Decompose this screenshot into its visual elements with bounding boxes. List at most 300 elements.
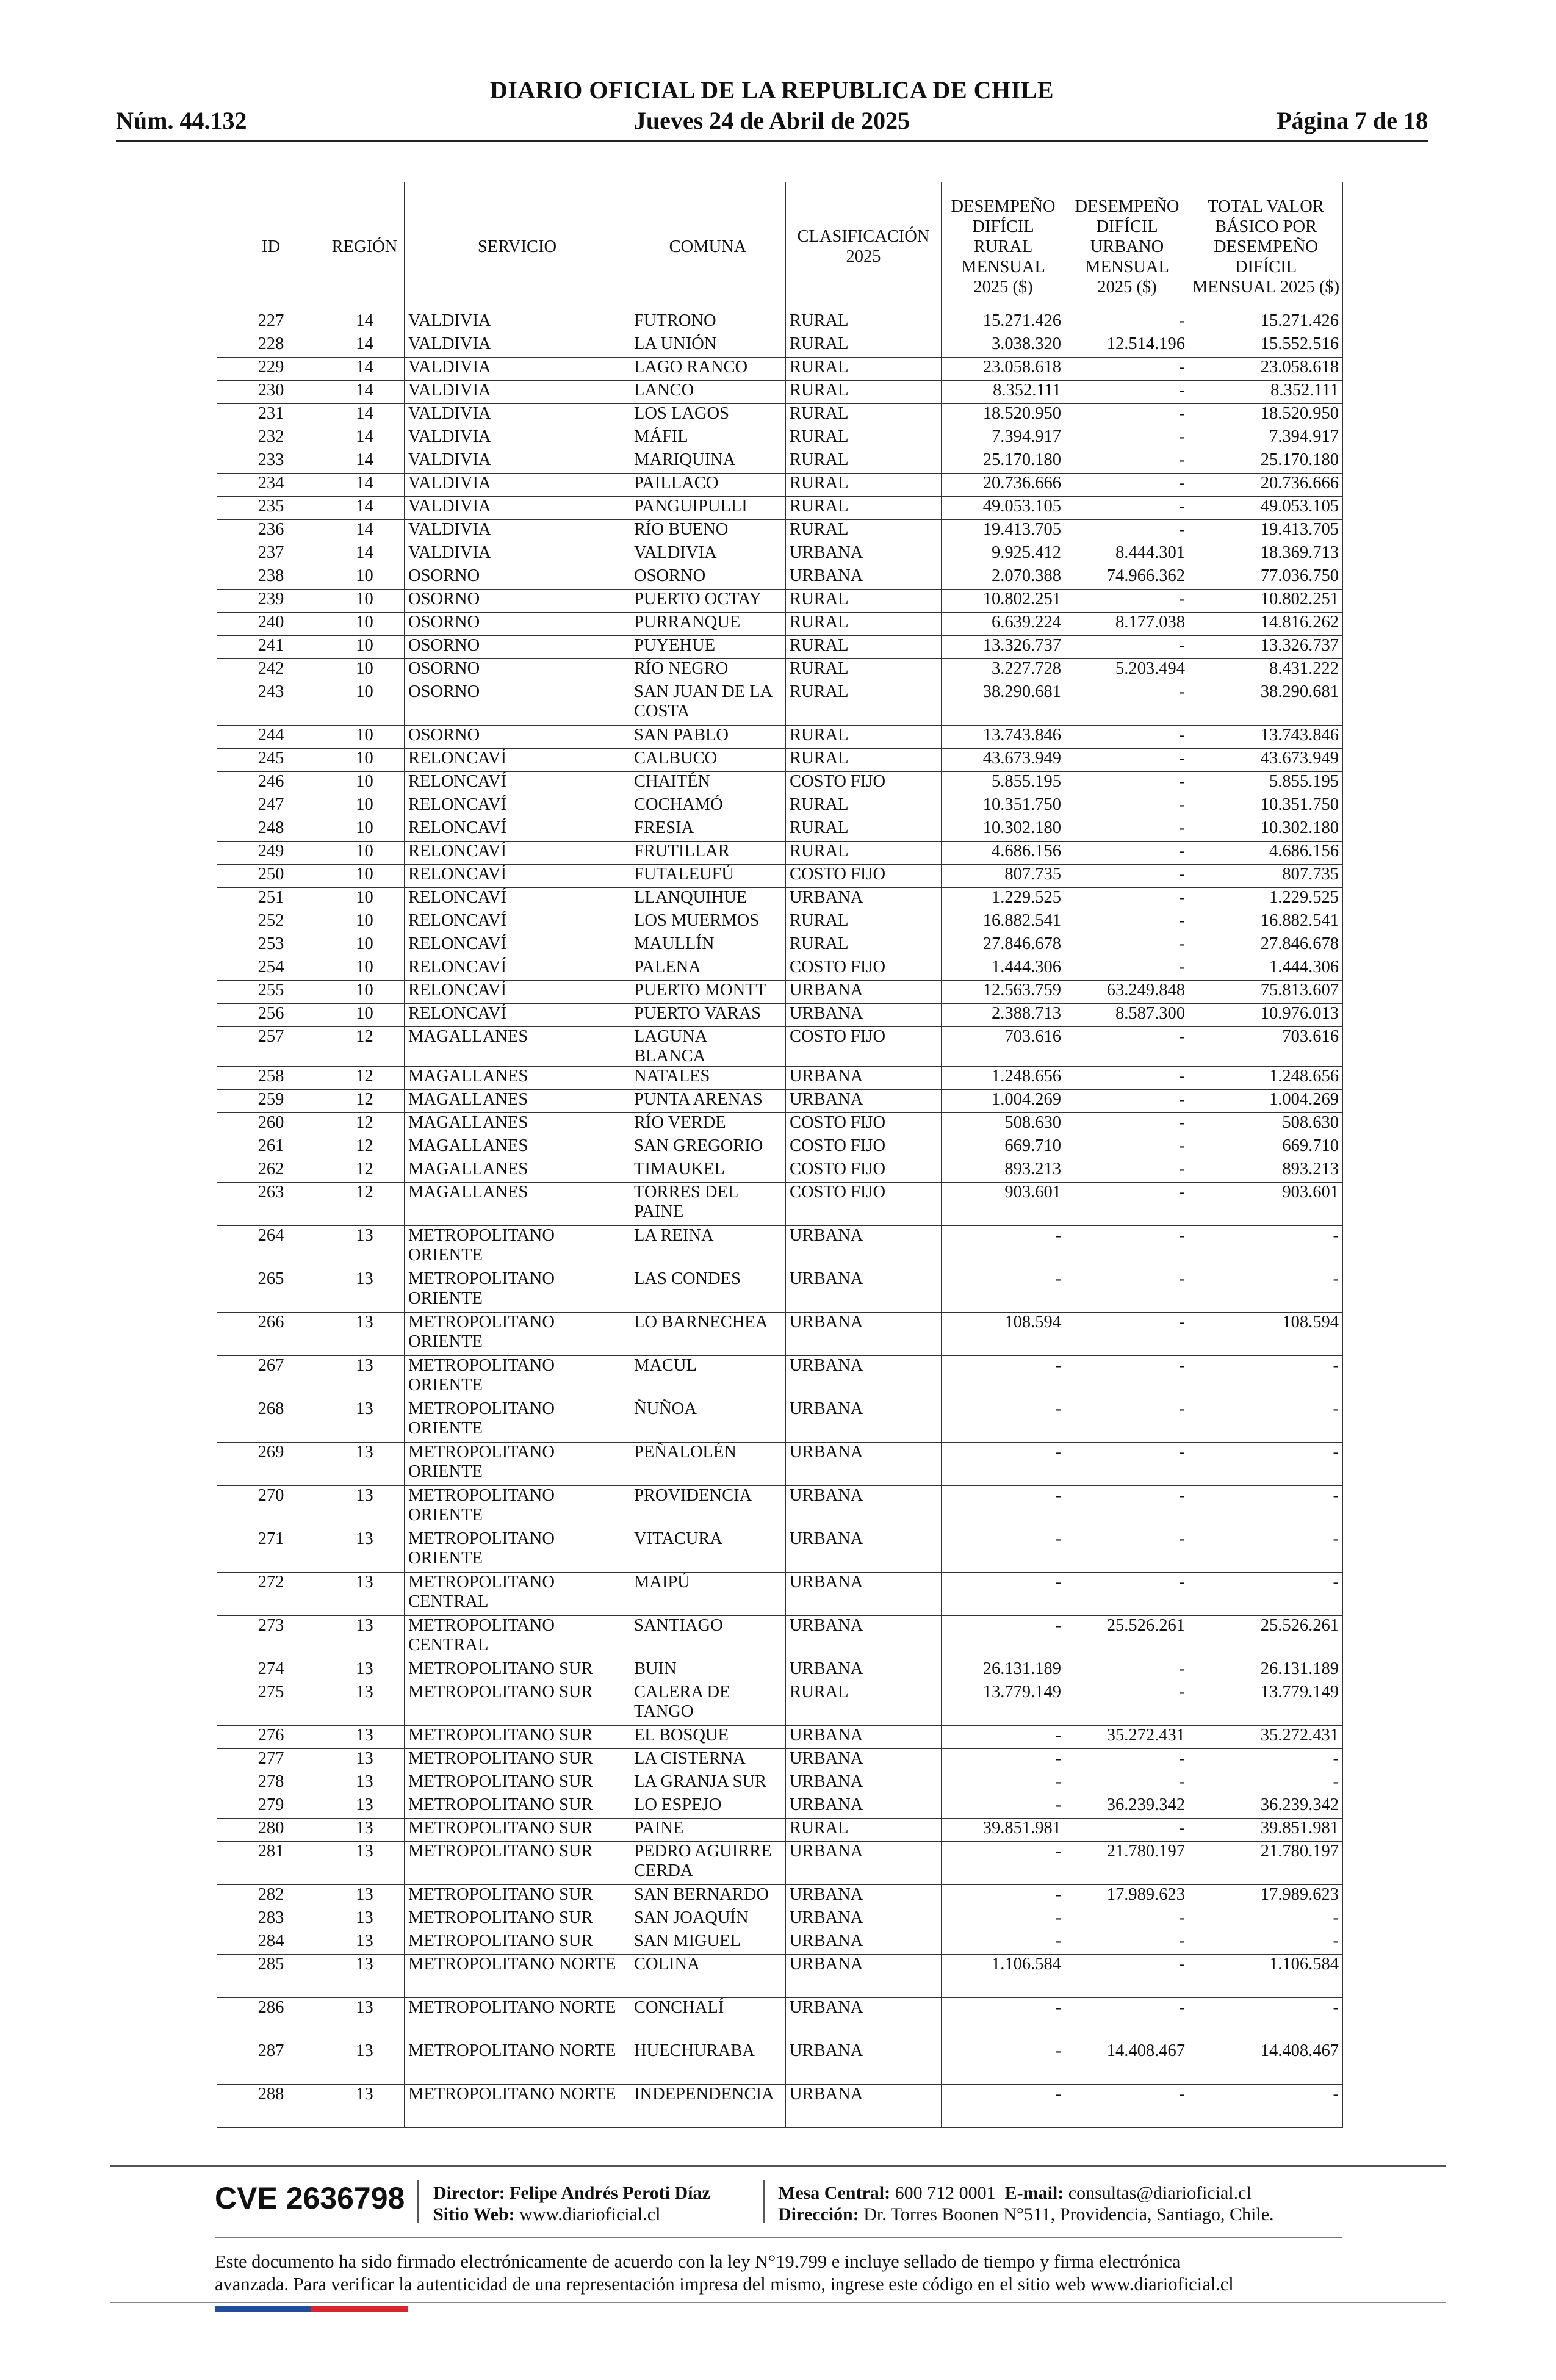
cell-id: 268 <box>217 1399 325 1443</box>
cell-clasificacion: URBANA <box>786 888 942 911</box>
cell-id: 242 <box>217 659 325 682</box>
cell-total: 36.239.342 <box>1189 1795 1343 1819</box>
cell-total: 17.989.623 <box>1189 1885 1343 1908</box>
flag-blue <box>215 2306 311 2312</box>
table-row <box>217 404 1343 427</box>
table-row <box>217 1313 1343 1356</box>
table-row <box>217 334 1343 358</box>
cell-comuna: RÍO BUENO <box>630 520 786 543</box>
cell-clasificacion: URBANA <box>786 981 942 1004</box>
cell-region: 10 <box>325 1004 405 1027</box>
cell-urbano: - <box>1065 1908 1189 1931</box>
cell-total: 10.351.750 <box>1189 795 1343 818</box>
cell-servicio: RELONCAVÍ <box>405 842 630 865</box>
cell-urbano: - <box>1065 749 1189 772</box>
cell-servicio: MAGALLANES <box>405 1136 630 1159</box>
cell-urbano: - <box>1065 358 1189 381</box>
table-row <box>217 1443 1343 1486</box>
cell-servicio: MAGALLANES <box>405 1067 630 1090</box>
cell-rural: 903.601 <box>942 1183 1065 1226</box>
cell-clasificacion: COSTO FIJO <box>786 1027 942 1067</box>
cell-rural: - <box>942 2041 1065 2085</box>
cell-id: 272 <box>217 1573 325 1616</box>
cell-total: 27.846.678 <box>1189 934 1343 957</box>
flag-stripe <box>215 2306 408 2312</box>
cell-urbano: - <box>1065 1090 1189 1113</box>
cell-urbano: - <box>1065 1356 1189 1399</box>
cell-clasificacion: RURAL <box>786 726 942 749</box>
cell-comuna: VITACURA <box>630 1529 786 1573</box>
cell-clasificacion: RURAL <box>786 497 942 520</box>
table-row <box>217 636 1343 659</box>
table-row <box>217 1795 1343 1819</box>
cell-clasificacion: RURAL <box>786 818 942 842</box>
cell-servicio: RELONCAVÍ <box>405 1004 630 1027</box>
cell-servicio: RELONCAVÍ <box>405 772 630 795</box>
cell-total: 5.855.195 <box>1189 772 1343 795</box>
table-row <box>217 749 1343 772</box>
cell-id: 280 <box>217 1819 325 1842</box>
cell-clasificacion: RURAL <box>786 911 942 934</box>
cell-total: 10.802.251 <box>1189 590 1343 613</box>
cell-region: 14 <box>325 497 405 520</box>
cell-total: - <box>1189 2085 1343 2128</box>
cell-servicio: RELONCAVÍ <box>405 934 630 957</box>
cell-urbano: 35.272.431 <box>1065 1726 1189 1749</box>
cell-urbano: - <box>1065 1226 1189 1269</box>
cell-total: 1.004.269 <box>1189 1090 1343 1113</box>
cell-urbano: 14.408.467 <box>1065 2041 1189 2085</box>
cell-id: 274 <box>217 1659 325 1682</box>
website-link[interactable]: www.diarioficial.cl <box>519 2204 661 2224</box>
cell-comuna: PALENA <box>630 957 786 981</box>
cell-comuna: LA GRANJA SUR <box>630 1772 786 1795</box>
cell-comuna: HUECHURABA <box>630 2041 786 2085</box>
col-header-rural: DESEMPEÑO DIFÍCIL RURAL MENSUAL 2025 ($) <box>942 182 1065 311</box>
cell-id: 244 <box>217 726 325 749</box>
footer-divider <box>110 2302 1446 2303</box>
cell-clasificacion: COSTO FIJO <box>786 772 942 795</box>
cell-urbano: - <box>1065 450 1189 474</box>
cell-id: 233 <box>217 450 325 474</box>
cell-comuna: TORRES DEL PAINE <box>630 1183 786 1226</box>
cell-servicio: OSORNO <box>405 636 630 659</box>
table-row <box>217 981 1343 1004</box>
cell-region: 10 <box>325 749 405 772</box>
cell-clasificacion: URBANA <box>786 1004 942 1027</box>
cell-clasificacion: URBANA <box>786 1955 942 1998</box>
cell-region: 10 <box>325 566 405 590</box>
cell-region: 13 <box>325 1486 405 1529</box>
table-row <box>217 427 1343 450</box>
cell-comuna: FRUTILLAR <box>630 842 786 865</box>
cell-id: 245 <box>217 749 325 772</box>
cell-rural: 3.227.728 <box>942 659 1065 682</box>
cell-comuna: LOS MUERMOS <box>630 911 786 934</box>
cell-region: 14 <box>325 543 405 566</box>
table-row <box>217 2085 1343 2128</box>
flag-red <box>311 2306 408 2312</box>
cell-comuna: PEDRO AGUIRRE CERDA <box>630 1842 786 1885</box>
table-row <box>217 1726 1343 1749</box>
cell-servicio: VALDIVIA <box>405 543 630 566</box>
cell-region: 10 <box>325 818 405 842</box>
cell-clasificacion: URBANA <box>786 2041 942 2085</box>
cell-id: 231 <box>217 404 325 427</box>
cell-rural: - <box>942 1842 1065 1885</box>
cell-total: 1.444.306 <box>1189 957 1343 981</box>
cell-clasificacion: RURAL <box>786 520 942 543</box>
cell-comuna: PANGUIPULLI <box>630 497 786 520</box>
cell-rural: 27.846.678 <box>942 934 1065 957</box>
cell-id: 286 <box>217 1998 325 2041</box>
cell-region: 13 <box>325 1819 405 1842</box>
cell-region: 13 <box>325 1772 405 1795</box>
cell-servicio: VALDIVIA <box>405 474 630 497</box>
cell-servicio: METROPOLITANO SUR <box>405 1772 630 1795</box>
cell-region: 10 <box>325 795 405 818</box>
cell-servicio: METROPOLITANO ORIENTE <box>405 1486 630 1529</box>
cell-rural: - <box>942 1399 1065 1443</box>
cell-clasificacion: URBANA <box>786 1998 942 2041</box>
cell-region: 10 <box>325 772 405 795</box>
cell-servicio: VALDIVIA <box>405 450 630 474</box>
cell-clasificacion: RURAL <box>786 795 942 818</box>
cell-comuna: COLINA <box>630 1955 786 1998</box>
table-row <box>217 590 1343 613</box>
cell-region: 10 <box>325 590 405 613</box>
cell-comuna: PAINE <box>630 1819 786 1842</box>
cell-clasificacion: RURAL <box>786 450 942 474</box>
cell-id: 232 <box>217 427 325 450</box>
cell-clasificacion: URBANA <box>786 1772 942 1795</box>
table-row <box>217 1399 1343 1443</box>
table-row <box>217 381 1343 404</box>
cell-id: 238 <box>217 566 325 590</box>
cell-urbano: - <box>1065 888 1189 911</box>
cell-total: 7.394.917 <box>1189 427 1343 450</box>
cell-rural: - <box>942 1772 1065 1795</box>
cell-region: 13 <box>325 1726 405 1749</box>
col-header-comuna: COMUNA <box>630 182 786 311</box>
cell-id: 239 <box>217 590 325 613</box>
cell-clasificacion: URBANA <box>786 1842 942 1885</box>
legal-line: Este documento ha sido firmado electrónicamente de acuerdo con la ley N°19.799 e incluye sellado de tiempo y firma electrónica <box>215 2251 1181 2272</box>
table-row <box>217 566 1343 590</box>
cell-total: - <box>1189 1749 1343 1772</box>
cell-clasificacion: URBANA <box>786 1090 942 1113</box>
cell-urbano: - <box>1065 2085 1189 2128</box>
cell-servicio: METROPOLITANO SUR <box>405 1659 630 1682</box>
cell-urbano: - <box>1065 1313 1189 1356</box>
cell-clasificacion: COSTO FIJO <box>786 957 942 981</box>
table-row <box>217 659 1343 682</box>
cell-id: 260 <box>217 1113 325 1136</box>
cell-region: 13 <box>325 1269 405 1313</box>
cell-id: 281 <box>217 1842 325 1885</box>
cell-clasificacion: RURAL <box>786 682 942 726</box>
cell-id: 243 <box>217 682 325 726</box>
cell-clasificacion: URBANA <box>786 1931 942 1955</box>
cell-comuna: SANTIAGO <box>630 1616 786 1659</box>
cell-servicio: OSORNO <box>405 613 630 636</box>
cell-clasificacion: RURAL <box>786 404 942 427</box>
cell-clasificacion: RURAL <box>786 636 942 659</box>
cell-total: 669.710 <box>1189 1136 1343 1159</box>
cell-rural: 10.302.180 <box>942 818 1065 842</box>
col-header-id: ID <box>217 182 325 311</box>
cell-comuna: RÍO VERDE <box>630 1113 786 1136</box>
cell-region: 14 <box>325 427 405 450</box>
cell-comuna: INDEPENDENCIA <box>630 2085 786 2128</box>
cell-clasificacion: RURAL <box>786 381 942 404</box>
email-link[interactable]: consultas@diarioficial.cl <box>1068 2183 1252 2203</box>
cell-comuna: LA REINA <box>630 1226 786 1269</box>
cell-rural: 2.070.388 <box>942 566 1065 590</box>
cell-id: 270 <box>217 1486 325 1529</box>
cell-id: 241 <box>217 636 325 659</box>
cell-comuna: EL BOSQUE <box>630 1726 786 1749</box>
cell-servicio: OSORNO <box>405 726 630 749</box>
table-row <box>217 450 1343 474</box>
cell-region: 10 <box>325 957 405 981</box>
cell-rural: 18.520.950 <box>942 404 1065 427</box>
cell-urbano: - <box>1065 1486 1189 1529</box>
cell-comuna: SAN GREGORIO <box>630 1136 786 1159</box>
cell-id: 250 <box>217 865 325 888</box>
cell-clasificacion: URBANA <box>786 1486 942 1529</box>
cell-urbano: 5.203.494 <box>1065 659 1189 682</box>
cell-id: 230 <box>217 381 325 404</box>
cell-rural: 23.058.618 <box>942 358 1065 381</box>
cell-total: 1.106.584 <box>1189 1955 1343 1998</box>
cell-urbano: - <box>1065 497 1189 520</box>
cell-total: - <box>1189 1269 1343 1313</box>
cell-rural: 108.594 <box>942 1313 1065 1356</box>
cve-code: CVE 2636798 <box>215 2181 405 2215</box>
cell-total: 25.170.180 <box>1189 450 1343 474</box>
cell-region: 14 <box>325 520 405 543</box>
cell-comuna: LAS CONDES <box>630 1269 786 1313</box>
cell-total: 77.036.750 <box>1189 566 1343 590</box>
table-row <box>217 888 1343 911</box>
cell-servicio: METROPOLITANO CENTRAL <box>405 1573 630 1616</box>
cell-servicio: METROPOLITANO SUR <box>405 1749 630 1772</box>
cell-comuna: LO BARNECHEA <box>630 1313 786 1356</box>
cell-clasificacion: URBANA <box>786 1399 942 1443</box>
cell-comuna: LAGO RANCO <box>630 358 786 381</box>
cell-urbano: - <box>1065 427 1189 450</box>
cell-rural: 5.855.195 <box>942 772 1065 795</box>
table-row <box>217 474 1343 497</box>
cell-rural: - <box>942 1885 1065 1908</box>
cell-total: 20.736.666 <box>1189 474 1343 497</box>
cell-total: - <box>1189 1356 1343 1399</box>
cell-total: 21.780.197 <box>1189 1842 1343 1885</box>
cell-id: 264 <box>217 1226 325 1269</box>
cell-comuna: PEÑALOLÉN <box>630 1443 786 1486</box>
cell-clasificacion: URBANA <box>786 2085 942 2128</box>
cell-region: 14 <box>325 404 405 427</box>
table-row <box>217 726 1343 749</box>
cell-urbano: 17.989.623 <box>1065 1885 1189 1908</box>
cell-region: 13 <box>325 1573 405 1616</box>
cell-total: 49.053.105 <box>1189 497 1343 520</box>
table-row <box>217 613 1343 636</box>
cell-total: 13.326.737 <box>1189 636 1343 659</box>
cell-rural: 1.004.269 <box>942 1090 1065 1113</box>
cell-servicio: METROPOLITANO NORTE <box>405 1955 630 1998</box>
table-container <box>217 182 1342 2128</box>
newspaper-title: DIARIO OFICIAL DE LA REPUBLICA DE CHILE <box>489 76 1054 104</box>
cell-urbano: - <box>1065 934 1189 957</box>
cell-clasificacion: URBANA <box>786 1067 942 1090</box>
cell-region: 10 <box>325 865 405 888</box>
cell-id: 279 <box>217 1795 325 1819</box>
cell-servicio: RELONCAVÍ <box>405 749 630 772</box>
cell-total: 893.213 <box>1189 1159 1343 1183</box>
cell-total: 18.369.713 <box>1189 543 1343 566</box>
cell-rural: 6.639.224 <box>942 613 1065 636</box>
cell-id: 288 <box>217 2085 325 2128</box>
cell-rural: - <box>942 2085 1065 2128</box>
cell-id: 285 <box>217 1955 325 1998</box>
cell-comuna: LLANQUIHUE <box>630 888 786 911</box>
cell-region: 13 <box>325 1749 405 1772</box>
cell-region: 12 <box>325 1183 405 1226</box>
cell-servicio: METROPOLITANO ORIENTE <box>405 1226 630 1269</box>
cell-urbano: 8.587.300 <box>1065 1004 1189 1027</box>
cell-comuna: CALBUCO <box>630 749 786 772</box>
cell-rural: 669.710 <box>942 1136 1065 1159</box>
cell-servicio: MAGALLANES <box>405 1113 630 1136</box>
data-table <box>217 182 1343 2128</box>
cell-servicio: VALDIVIA <box>405 520 630 543</box>
cell-total: 4.686.156 <box>1189 842 1343 865</box>
cell-urbano: - <box>1065 1682 1189 1726</box>
cell-id: 252 <box>217 911 325 934</box>
cell-rural: 9.925.412 <box>942 543 1065 566</box>
table-row <box>217 2041 1343 2085</box>
cell-clasificacion: RURAL <box>786 842 942 865</box>
cell-total: - <box>1189 1486 1343 1529</box>
cell-id: 269 <box>217 1443 325 1486</box>
page-header <box>116 74 1428 146</box>
cell-rural: 25.170.180 <box>942 450 1065 474</box>
cell-rural: 2.388.713 <box>942 1004 1065 1027</box>
cell-comuna: MÁFIL <box>630 427 786 450</box>
cell-region: 13 <box>325 1356 405 1399</box>
cell-urbano: - <box>1065 1998 1189 2041</box>
cell-id: 235 <box>217 497 325 520</box>
table-row <box>217 1955 1343 1998</box>
cell-comuna: CHAITÉN <box>630 772 786 795</box>
cell-total: 16.882.541 <box>1189 911 1343 934</box>
header-divider <box>116 140 1428 142</box>
cell-total: 14.816.262 <box>1189 613 1343 636</box>
table-row <box>217 1931 1343 1955</box>
cell-id: 263 <box>217 1183 325 1226</box>
table-row <box>217 1183 1343 1226</box>
cell-clasificacion: RURAL <box>786 358 942 381</box>
cell-rural: 16.882.541 <box>942 911 1065 934</box>
cell-urbano: - <box>1065 1529 1189 1573</box>
cell-region: 12 <box>325 1067 405 1090</box>
cell-total: 13.743.846 <box>1189 726 1343 749</box>
cell-rural: - <box>942 1486 1065 1529</box>
cell-comuna: OSORNO <box>630 566 786 590</box>
cell-total: 1.248.656 <box>1189 1067 1343 1090</box>
cell-comuna: PUERTO MONTT <box>630 981 786 1004</box>
cell-region: 10 <box>325 636 405 659</box>
cell-total: 18.520.950 <box>1189 404 1343 427</box>
col-header-servicio: SERVICIO <box>405 182 630 311</box>
cell-region: 10 <box>325 981 405 1004</box>
cell-id: 256 <box>217 1004 325 1027</box>
cell-region: 13 <box>325 1313 405 1356</box>
cell-urbano: - <box>1065 520 1189 543</box>
cell-comuna: CONCHALÍ <box>630 1998 786 2041</box>
cell-rural: 893.213 <box>942 1159 1065 1183</box>
cell-rural: 26.131.189 <box>942 1659 1065 1682</box>
cell-region: 10 <box>325 659 405 682</box>
cell-total: - <box>1189 1998 1343 2041</box>
cell-region: 13 <box>325 1955 405 1998</box>
cell-comuna: SAN JOAQUÍN <box>630 1908 786 1931</box>
cell-urbano: - <box>1065 818 1189 842</box>
cell-rural: 10.351.750 <box>942 795 1065 818</box>
footer-divider <box>215 2237 1342 2238</box>
cell-clasificacion: URBANA <box>786 1313 942 1356</box>
cell-id: 247 <box>217 795 325 818</box>
cell-id: 267 <box>217 1356 325 1399</box>
cell-rural: 13.743.846 <box>942 726 1065 749</box>
cell-urbano: 21.780.197 <box>1065 1842 1189 1885</box>
cell-rural: 1.106.584 <box>942 1955 1065 1998</box>
cell-id: 227 <box>217 311 325 334</box>
cell-rural: 13.326.737 <box>942 636 1065 659</box>
cell-comuna: MACUL <box>630 1356 786 1399</box>
cell-comuna: LA CISTERNA <box>630 1749 786 1772</box>
cell-servicio: OSORNO <box>405 566 630 590</box>
cell-urbano: - <box>1065 1399 1189 1443</box>
col-header-clasificacion: CLASIFICACIÓN 2025 <box>786 182 942 311</box>
cell-servicio: RELONCAVÍ <box>405 957 630 981</box>
cell-servicio: VALDIVIA <box>405 404 630 427</box>
cell-rural: - <box>942 1226 1065 1269</box>
cell-urbano: - <box>1065 1749 1189 1772</box>
cell-servicio: METROPOLITANO ORIENTE <box>405 1356 630 1399</box>
cell-urbano: - <box>1065 795 1189 818</box>
table-row <box>217 1819 1343 1842</box>
table-header-row <box>217 182 1343 311</box>
cell-servicio: VALDIVIA <box>405 334 630 358</box>
cell-total: 23.058.618 <box>1189 358 1343 381</box>
cell-comuna: VALDIVIA <box>630 543 786 566</box>
cell-total: 10.302.180 <box>1189 818 1343 842</box>
table-row <box>217 1842 1343 1885</box>
table-row <box>217 1159 1343 1183</box>
cell-urbano: - <box>1065 1027 1189 1067</box>
cell-servicio: METROPOLITANO SUR <box>405 1726 630 1749</box>
cell-servicio: MAGALLANES <box>405 1027 630 1067</box>
cell-clasificacion: RURAL <box>786 311 942 334</box>
table-row <box>217 934 1343 957</box>
cell-urbano: - <box>1065 1955 1189 1998</box>
cell-servicio: RELONCAVÍ <box>405 818 630 842</box>
cell-clasificacion: RURAL <box>786 1682 942 1726</box>
cell-rural: - <box>942 1931 1065 1955</box>
